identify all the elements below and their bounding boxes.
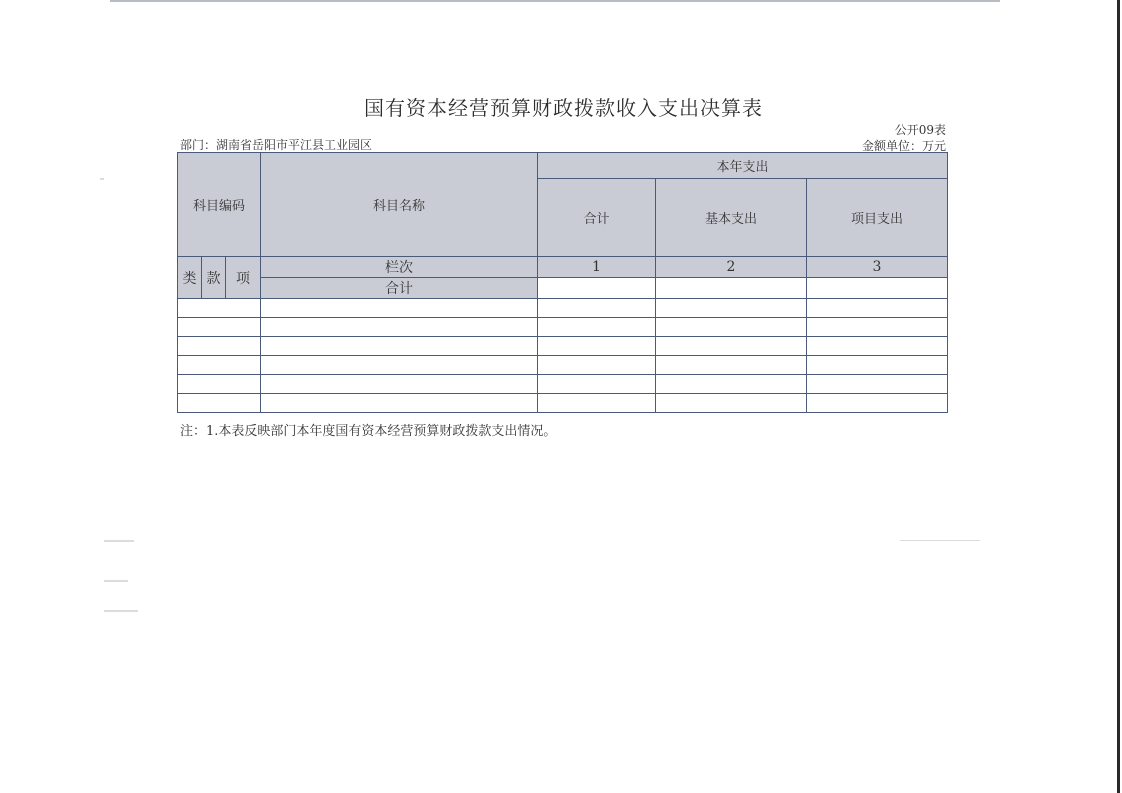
table-cell	[538, 318, 656, 337]
total-cell	[538, 278, 656, 299]
table-cell	[656, 375, 807, 394]
table-row	[178, 375, 948, 394]
scan-noise	[100, 178, 104, 180]
column-number-1: 1	[538, 257, 656, 278]
table-cell	[656, 318, 807, 337]
form-number: 公开09表	[894, 123, 946, 137]
page-title: 国有资本经营预算财政拨款收入支出决算表	[364, 96, 763, 120]
table-cell	[538, 299, 656, 318]
table-cell	[261, 299, 538, 318]
table-cell	[538, 394, 656, 413]
column-number-2: 2	[656, 257, 807, 278]
table-cell	[807, 375, 948, 394]
total-cell	[656, 278, 807, 299]
table-row	[178, 394, 948, 413]
table-cell	[178, 299, 261, 318]
table-cell	[656, 356, 807, 375]
column-number-3: 3	[807, 257, 948, 278]
expense-table	[177, 152, 948, 413]
scan-edge-right	[1117, 0, 1120, 793]
code-part-item: 项	[226, 257, 261, 299]
table-cell	[538, 337, 656, 356]
department-label: 部门：湖南省岳阳市平江县工业园区	[180, 138, 373, 152]
subject-name-header: 科目名称	[261, 153, 538, 257]
column-index-label: 栏次	[261, 257, 538, 278]
table-row	[178, 356, 948, 375]
table-cell	[261, 318, 538, 337]
table-cell	[178, 337, 261, 356]
table-footnote: 注：1.本表反映部门本年度国有资本经营预算财政拨款支出情况。	[180, 424, 557, 439]
current-year-expense-header: 本年支出	[538, 153, 948, 179]
table-cell	[261, 394, 538, 413]
table-cell	[261, 337, 538, 356]
scan-edge-top	[110, 0, 1000, 2]
subject-code-header: 科目编码	[178, 153, 261, 257]
total-cell	[807, 278, 948, 299]
table-cell	[656, 337, 807, 356]
scan-noise	[104, 540, 134, 542]
code-part-category: 类	[178, 257, 202, 299]
column-header-total: 合计	[538, 179, 656, 257]
code-part-section: 款	[202, 257, 226, 299]
table-cell	[656, 394, 807, 413]
table-cell	[261, 356, 538, 375]
table-cell	[538, 356, 656, 375]
table-cell	[538, 375, 656, 394]
table-cell	[178, 375, 261, 394]
table-cell	[807, 318, 948, 337]
amount-unit: 金额单位：万元	[861, 139, 946, 153]
table-cell	[178, 318, 261, 337]
table-row	[178, 299, 948, 318]
total-row-label: 合计	[261, 278, 538, 299]
column-header-project: 项目支出	[807, 179, 948, 257]
scan-noise	[900, 540, 980, 541]
column-header-basic: 基本支出	[656, 179, 807, 257]
table-row	[178, 318, 948, 337]
table-row	[178, 337, 948, 356]
table-cell	[807, 356, 948, 375]
table-cell	[178, 394, 261, 413]
table-cell	[656, 299, 807, 318]
scan-noise	[104, 610, 138, 612]
table-cell	[178, 356, 261, 375]
table-cell	[261, 375, 538, 394]
scan-noise	[104, 580, 128, 582]
table-cell	[807, 337, 948, 356]
table-cell	[807, 394, 948, 413]
table-cell	[807, 299, 948, 318]
